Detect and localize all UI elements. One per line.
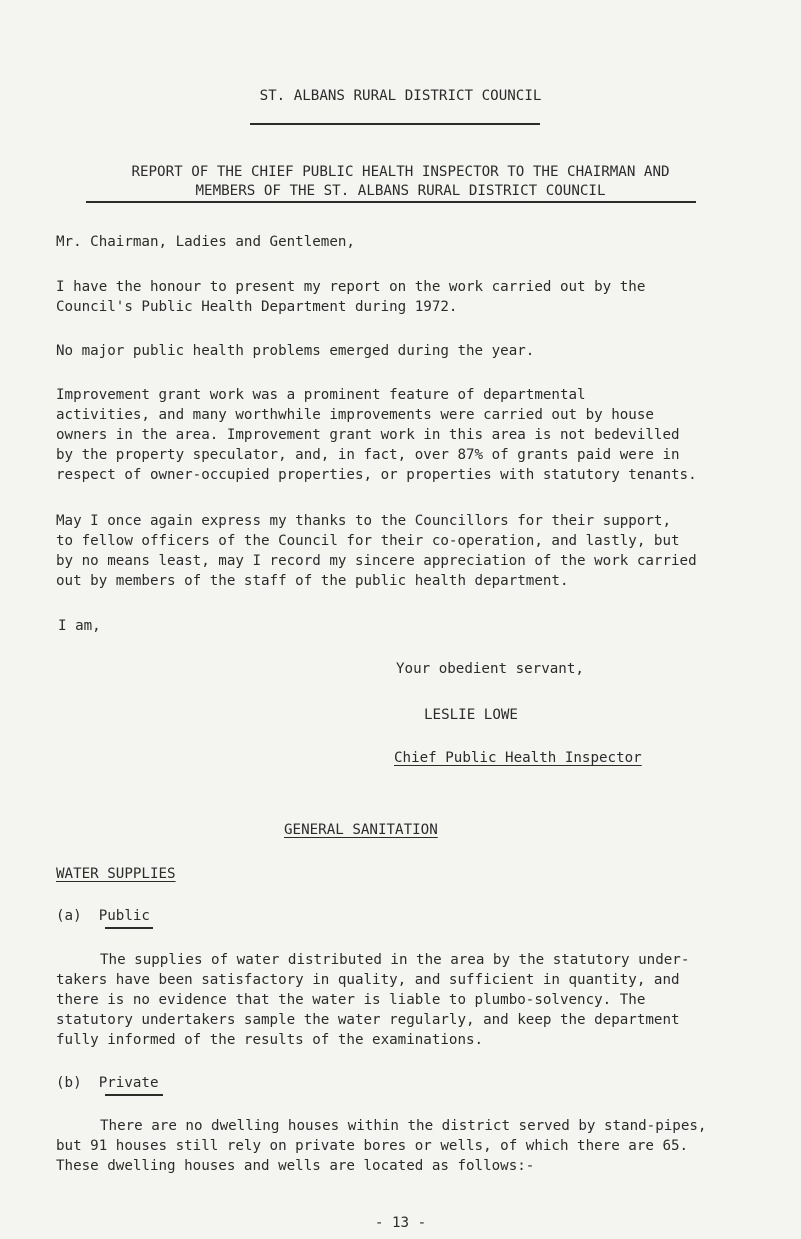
para3-line5: respect of owner-occupied properties, or properties with statutory tenants.: [56, 467, 697, 483]
council-name: ST. ALBANS RURAL DISTRICT COUNCIL: [259, 88, 542, 104]
private-text-line3: These dwelling houses and wells are located as follows:-: [56, 1158, 535, 1174]
para3-line3: owners in the area. Improvement grant work in this area is not bedevilled: [56, 427, 680, 443]
closing: I am,: [58, 618, 101, 634]
section-heading: GENERAL SANITATION: [284, 822, 438, 838]
public-text-line3: there is no evidence that the water is liable to plumbo-solvency. The: [56, 992, 646, 1008]
salutation: Mr. Chairman, Ladies and Gentlemen,: [56, 234, 355, 250]
public-text-line4: statutory undertakers sample the water regularly, and keep the department: [56, 1012, 680, 1028]
para1-line2: Council's Public Health Department during 1972.: [56, 299, 458, 315]
report-title-line2: MEMBERS OF THE ST. ALBANS RURAL DISTRICT COUNCIL: [195, 183, 606, 199]
para3-line4: by the property speculator, and, in fact, over 87% of grants paid were in: [56, 447, 680, 463]
header-rule: [250, 123, 540, 125]
public-label-underline: [105, 927, 153, 929]
private-label: (b) Private: [56, 1075, 159, 1091]
public-text-line1: The supplies of water distributed in the area by the statutory under-: [100, 952, 690, 968]
para4-line2: to fellow officers of the Council for their co-operation, and lastly, but: [56, 533, 680, 549]
para3-line1: Improvement grant work was a prominent feature of departmental: [56, 387, 586, 403]
water-supplies-heading: WATER SUPPLIES: [56, 866, 176, 882]
private-text-line1: There are no dwelling houses within the district served by stand-pipes,: [100, 1118, 707, 1134]
title-rule: [86, 201, 696, 203]
para4-line4: out by members of the staff of the public health department.: [56, 573, 569, 589]
signatory-name: LESLIE LOWE: [424, 707, 518, 723]
public-text-line5: fully informed of the results of the examinations.: [56, 1032, 484, 1048]
valediction: Your obedient servant,: [396, 661, 584, 677]
signatory-title: Chief Public Health Inspector: [394, 750, 642, 766]
public-label: (a) Public: [56, 908, 150, 924]
private-text-line2: but 91 houses still rely on private bores or wells, of which there are 65.: [56, 1138, 689, 1154]
report-title-line1: REPORT OF THE CHIEF PUBLIC HEALTH INSPECTOR TO THE CHAIRMAN AND: [131, 164, 670, 180]
page-number: - 13 -: [374, 1215, 427, 1231]
para3-line2: activities, and many worthwhile improvements were carried out by house: [56, 407, 654, 423]
para1-line1: I have the honour to present my report on the work carried out by the: [56, 279, 646, 295]
private-label-underline: [105, 1094, 163, 1096]
para4-line3: by no means least, may I record my sincere appreciation of the work carried: [56, 553, 697, 569]
para4-line1: May I once again express my thanks to the Councillors for their support,: [56, 513, 671, 529]
public-text-line2: takers have been satisfactory in quality, and sufficient in quantity, and: [56, 972, 680, 988]
para2: No major public health problems emerged during the year.: [56, 343, 535, 359]
